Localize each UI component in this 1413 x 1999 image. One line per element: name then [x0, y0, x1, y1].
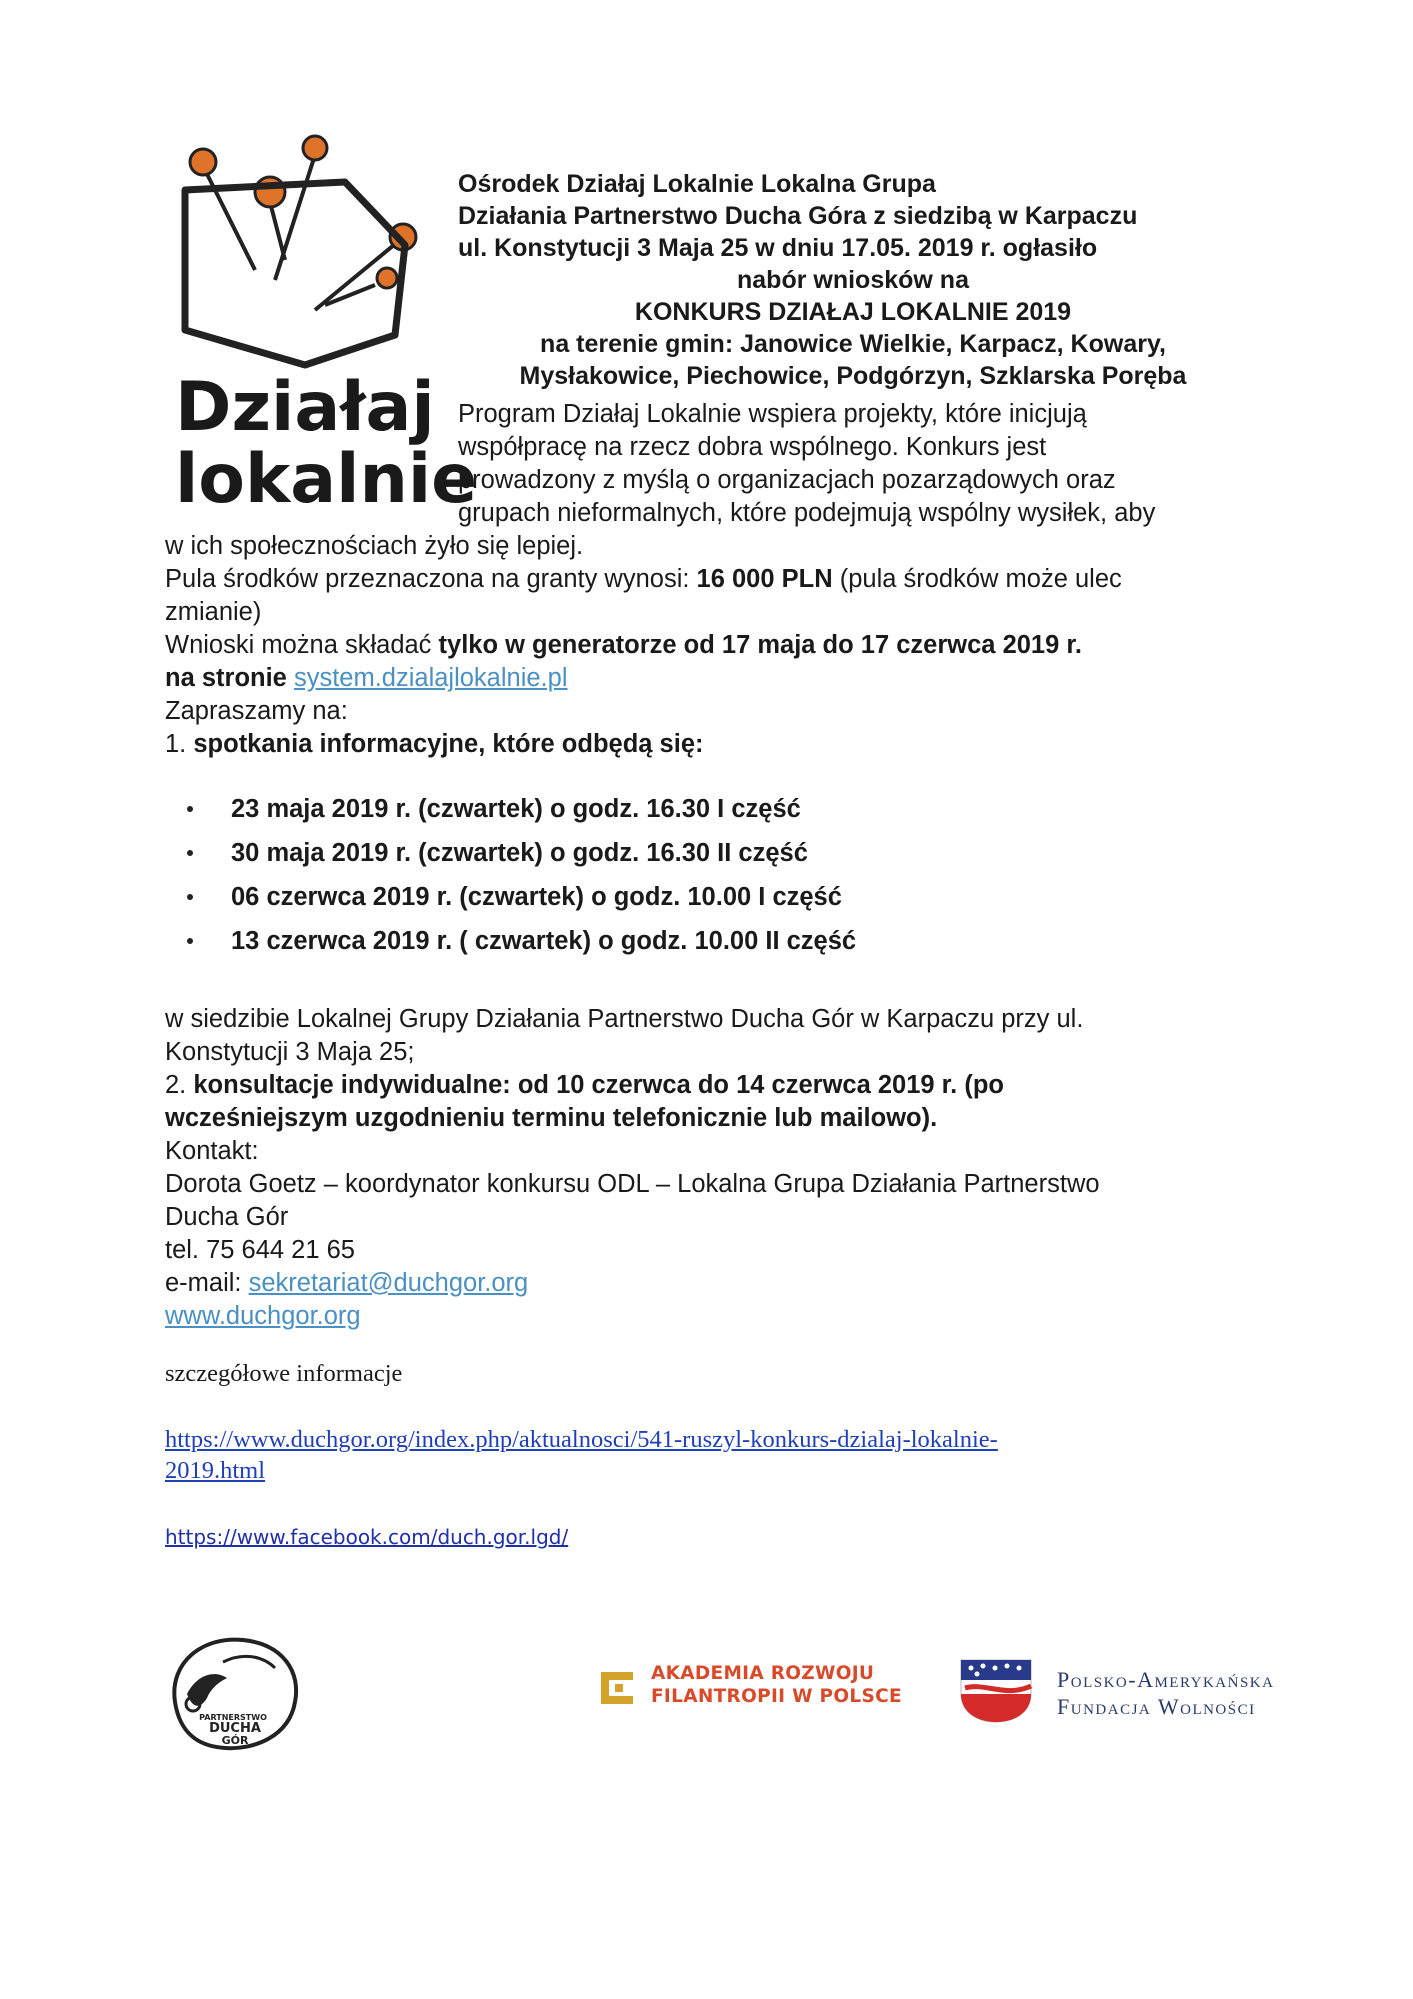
heading-line: ul. Konstytucji 3 Maja 25 w dniu 17.05. 2019 r. ogłasiło [458, 234, 1098, 262]
details-link[interactable]: https://www.duchgor.org/index.php/aktualnosci/541-ruszyl-konkurs-dzialaj-lokalnie- [165, 1426, 998, 1453]
contact-person: Dorota Goetz – koordynator konkursu ODL – Lokalna Grupa Działania Partnerstwo [165, 1170, 1100, 1198]
contact-phone: tel. 75 644 21 65 [165, 1236, 355, 1264]
meetings-list [165, 792, 856, 968]
pool-line-2: zmianie) [165, 598, 262, 626]
akademia-mark-icon [593, 1664, 641, 1712]
contact-email-line [165, 1267, 528, 1300]
email-label: e-mail: [165, 1269, 249, 1297]
contact-person-2: Ducha Gór [165, 1203, 289, 1231]
list-item [165, 880, 856, 924]
applications-line-2 [165, 662, 568, 695]
consult-line [165, 1069, 1004, 1102]
bullet-icon [187, 850, 193, 856]
website-line [165, 1300, 361, 1333]
akademia-text [651, 1662, 902, 1708]
dzialaj-lokalnie-logo [165, 130, 478, 530]
pool-amount: 16 000 PLN [696, 565, 833, 593]
location-line: w siedzibie Lokalnej Grupy Działania Partnerstwo Ducha Gór w Karpaczu przy ul. [165, 1005, 1084, 1033]
invite-item-1 [165, 728, 704, 761]
heading-line: Mysłakowice, Piechowice, Podgórzyn, Szklarska Poręba [519, 362, 1187, 390]
intro-line: Program Działaj Lokalnie wspiera projekty, które inicjują [458, 400, 1087, 428]
logo-text-gor: GÓR [221, 1734, 249, 1747]
item-number: 2. [165, 1071, 194, 1099]
item-number: 1. [165, 730, 194, 758]
meeting-date: 23 maja 2019 r. (czwartek) o godz. 16.30 I część [231, 795, 801, 823]
intro-line: współpracę na rzecz dobra wspólnego. Konkurs jest [458, 433, 1047, 461]
website-link[interactable]: www.duchgor.org [165, 1302, 361, 1330]
applications-site-label: na stronie [165, 664, 294, 692]
meeting-date: 13 czerwca 2019 r. ( czwartek) o godz. 10.00 II część [231, 927, 857, 955]
facebook-link[interactable]: https://www.facebook.com/duch.gor.lgd/ [165, 1525, 569, 1549]
meeting-date: 06 czerwca 2019 r. (czwartek) o godz. 10.00 I część [231, 883, 842, 911]
contact-label: Kontakt: [165, 1137, 259, 1165]
bullet-icon [187, 894, 193, 900]
fundacja-wolnosci-logo [955, 1652, 1315, 1732]
fundacja-text [1057, 1666, 1274, 1720]
fundacja-line: Fundacja Wolności [1057, 1694, 1256, 1719]
applications-prefix: Wnioski można składać [165, 631, 439, 659]
generator-link[interactable]: system.dzialajlokalnie.pl [293, 664, 568, 692]
facebook-line [165, 1520, 568, 1554]
bullet-icon [187, 806, 193, 812]
applications-line [165, 629, 1082, 662]
list-item [165, 836, 856, 880]
intro-line: w ich społecznościach żyło się lepiej. [165, 532, 584, 560]
invite-label: Zapraszamy na: [165, 697, 348, 725]
details-link-cont[interactable]: 2019.html [165, 1457, 266, 1484]
item-title: spotkania informacyjne, które odbędą się: [193, 730, 704, 758]
fundacja-line: Polsko-Amerykańska [1057, 1667, 1275, 1692]
details-url-line-2 [165, 1455, 265, 1486]
email-link[interactable]: sekretariat@duchgor.org [248, 1269, 529, 1297]
heading-line: Działania Partnerstwo Ducha Góra z siedzibą w Karpaczu [458, 202, 1138, 230]
flag-shield-icon [955, 1654, 1037, 1726]
consult-dates: konsultacje indywidualne: od 10 czerwca do 14 czerwca 2019 r. (po [193, 1071, 1004, 1099]
list-item [165, 924, 856, 968]
location-line-2: Konstytucji 3 Maja 25; [165, 1038, 415, 1066]
intro-line: grupach nieformalnych, które podejmują wspólny wysiłek, aby [458, 499, 1156, 527]
logo-text-dzialaj: Działaj [175, 368, 435, 447]
consult-line-2: wcześniejszym uzgodnieniu terminu telefonicznie lub mailowo). [165, 1104, 938, 1132]
bullet-icon [187, 938, 193, 944]
heading-line: nabór wniosków na [737, 266, 969, 294]
logo-text-ducha: DUCHA [209, 1721, 261, 1736]
applications-dates: tylko w generatorze od 17 maja do 17 czerwca 2019 r. [438, 631, 1082, 659]
akademia-rozwoju-logo [593, 1658, 902, 1718]
meeting-date: 30 maja 2019 r. (czwartek) o godz. 16.30 II część [231, 839, 808, 867]
logo-text-lokalnie: lokalnie [175, 440, 478, 519]
pool-suffix: (pula środków może ulec [832, 565, 1122, 593]
list-item [165, 792, 856, 836]
intro-line: prowadzony z myślą o organizacjach pozarządowych oraz [458, 466, 1116, 494]
details-label: szczegółowe informacje [165, 1360, 403, 1387]
akademia-line: AKADEMIA ROZWOJU [651, 1663, 875, 1684]
announcement-heading [458, 168, 1248, 392]
logo-text-partnerstwo: PARTNERSTWO [199, 1713, 267, 1722]
heading-line: KONKURS DZIAŁAJ LOKALNIE 2019 [634, 298, 1072, 326]
pool-line [165, 563, 1122, 596]
pool-prefix: Pula środków przeznaczona na granty wynosi: [165, 565, 697, 593]
akademia-line: FILANTROPII W POLSCE [651, 1686, 902, 1707]
partnerstwo-ducha-gor-logo [163, 1632, 303, 1752]
heading-line: na terenie gmin: Janowice Wielkie, Karpacz, Kowary, [540, 330, 1166, 358]
heading-line: Ośrodek Działaj Lokalnie Lokalna Grupa [458, 170, 936, 198]
details-url-line [165, 1424, 998, 1455]
